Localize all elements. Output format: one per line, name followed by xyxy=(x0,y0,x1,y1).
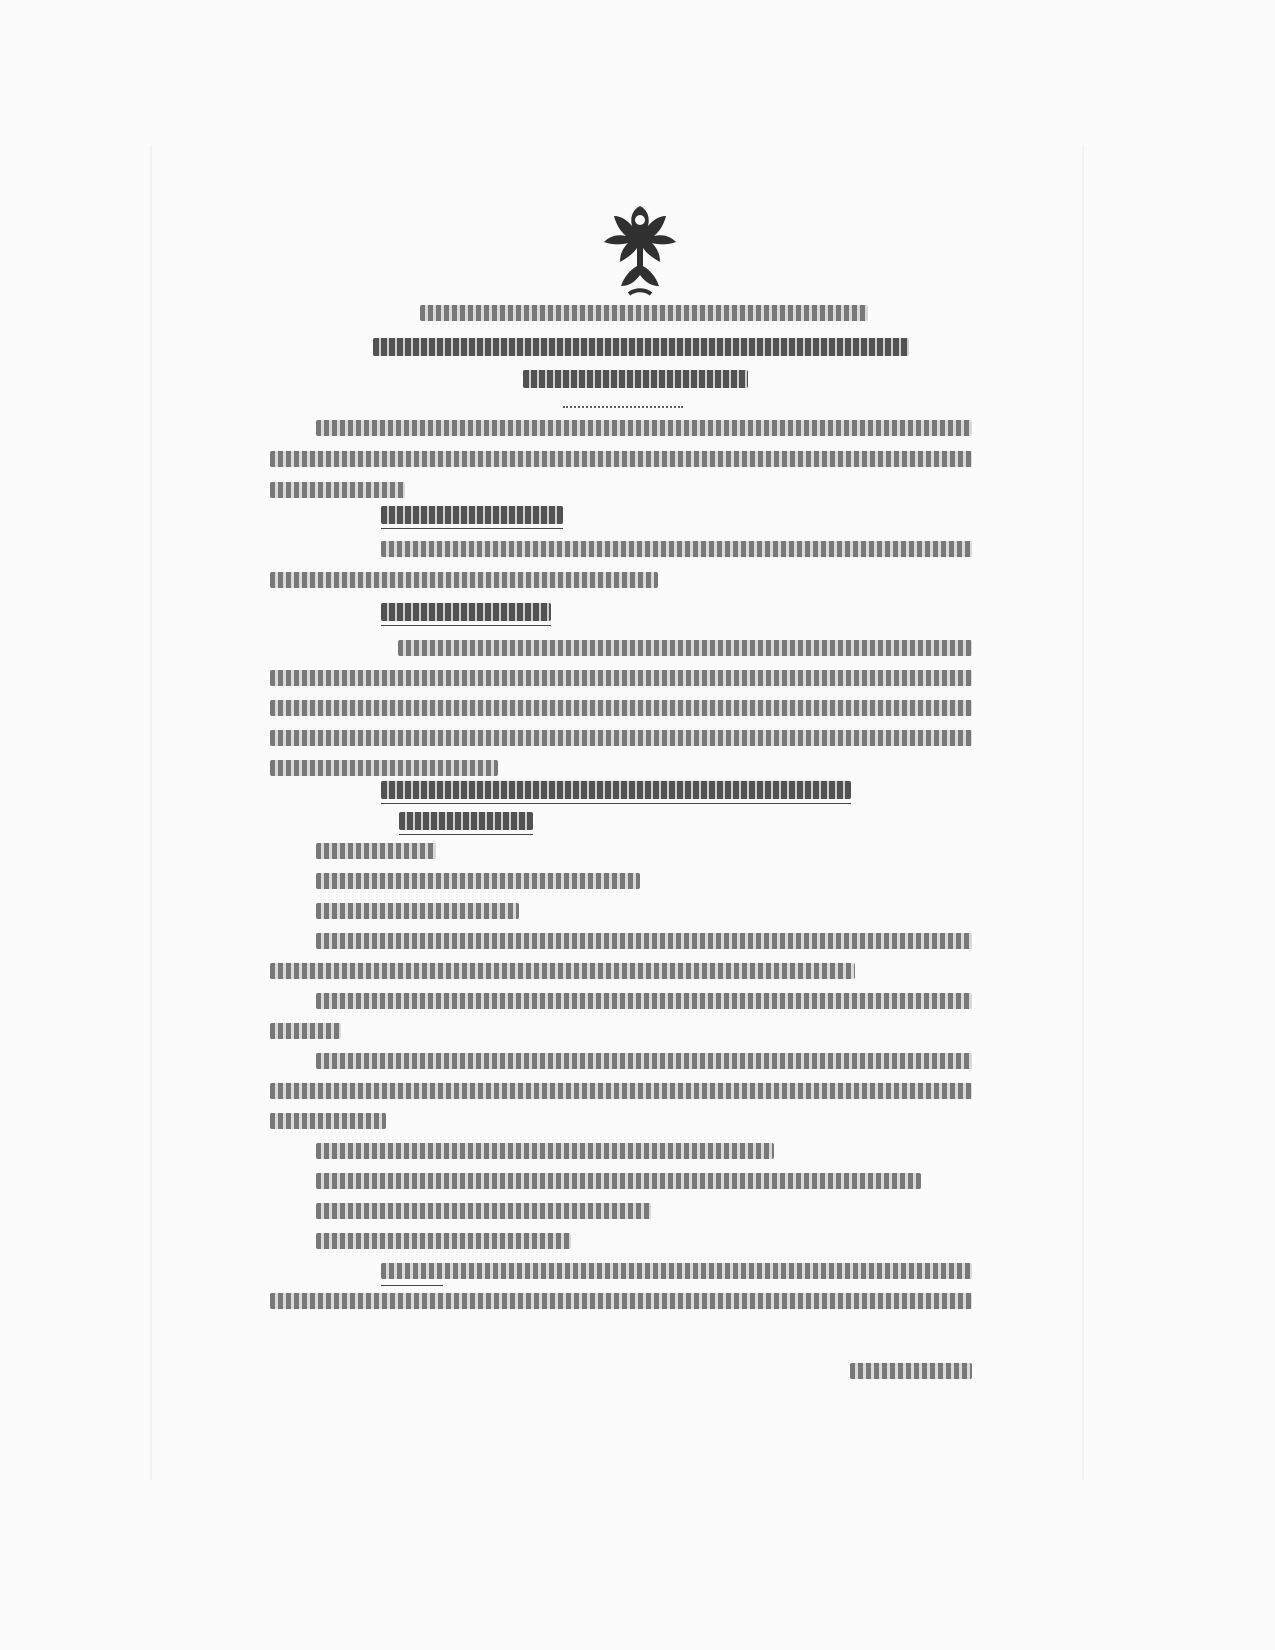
note-line-2 xyxy=(270,1293,972,1309)
title-line-a xyxy=(420,305,868,321)
section-3-underline xyxy=(381,803,851,804)
section-2-underline xyxy=(381,625,551,626)
garuda-emblem xyxy=(585,198,695,308)
section-1-heading xyxy=(381,506,563,524)
section-2-line-3 xyxy=(270,700,972,716)
qualification-item-1 xyxy=(316,843,436,859)
section-1-underline xyxy=(381,528,563,529)
intro-line-2 xyxy=(270,451,972,467)
qualification-item-2 xyxy=(316,873,640,889)
qualification-item-4-line-2 xyxy=(270,963,855,979)
qualification-item-7 xyxy=(316,1143,774,1159)
section-3-1-underline xyxy=(399,834,533,835)
section-1-line-1 xyxy=(381,541,972,557)
qualification-item-3 xyxy=(316,903,519,919)
intro-line-3 xyxy=(270,482,405,498)
qualification-item-5-line-2 xyxy=(270,1023,341,1039)
continuation-marker xyxy=(850,1363,972,1379)
scan-left-edge xyxy=(150,145,152,1480)
section-2-heading xyxy=(381,603,551,621)
section-2-line-4 xyxy=(270,730,972,746)
title-line-c xyxy=(523,370,748,388)
section-2-line-5 xyxy=(270,760,498,776)
qualification-item-4-line-1 xyxy=(316,933,972,949)
qualification-item-9 xyxy=(316,1203,651,1219)
qualification-item-10 xyxy=(316,1233,571,1249)
section-2-line-1 xyxy=(398,640,972,656)
section-3-1-heading xyxy=(399,812,533,830)
note-underline xyxy=(381,1285,443,1286)
garuda-emblem-icon xyxy=(585,198,695,308)
section-2-line-2 xyxy=(270,670,972,686)
note-line-1 xyxy=(381,1263,972,1279)
qualification-item-6-line-2 xyxy=(270,1083,972,1099)
qualification-item-5-line-1 xyxy=(316,993,972,1009)
section-1-line-2 xyxy=(270,572,658,588)
title-line-b xyxy=(373,338,909,356)
title-separator xyxy=(563,406,683,408)
qualification-item-6-line-3 xyxy=(270,1113,386,1129)
qualification-item-6-line-1 xyxy=(316,1053,972,1069)
intro-line-1 xyxy=(316,420,972,436)
scan-right-edge xyxy=(1082,145,1084,1480)
qualification-item-8 xyxy=(316,1173,921,1189)
section-3-heading xyxy=(381,781,851,799)
